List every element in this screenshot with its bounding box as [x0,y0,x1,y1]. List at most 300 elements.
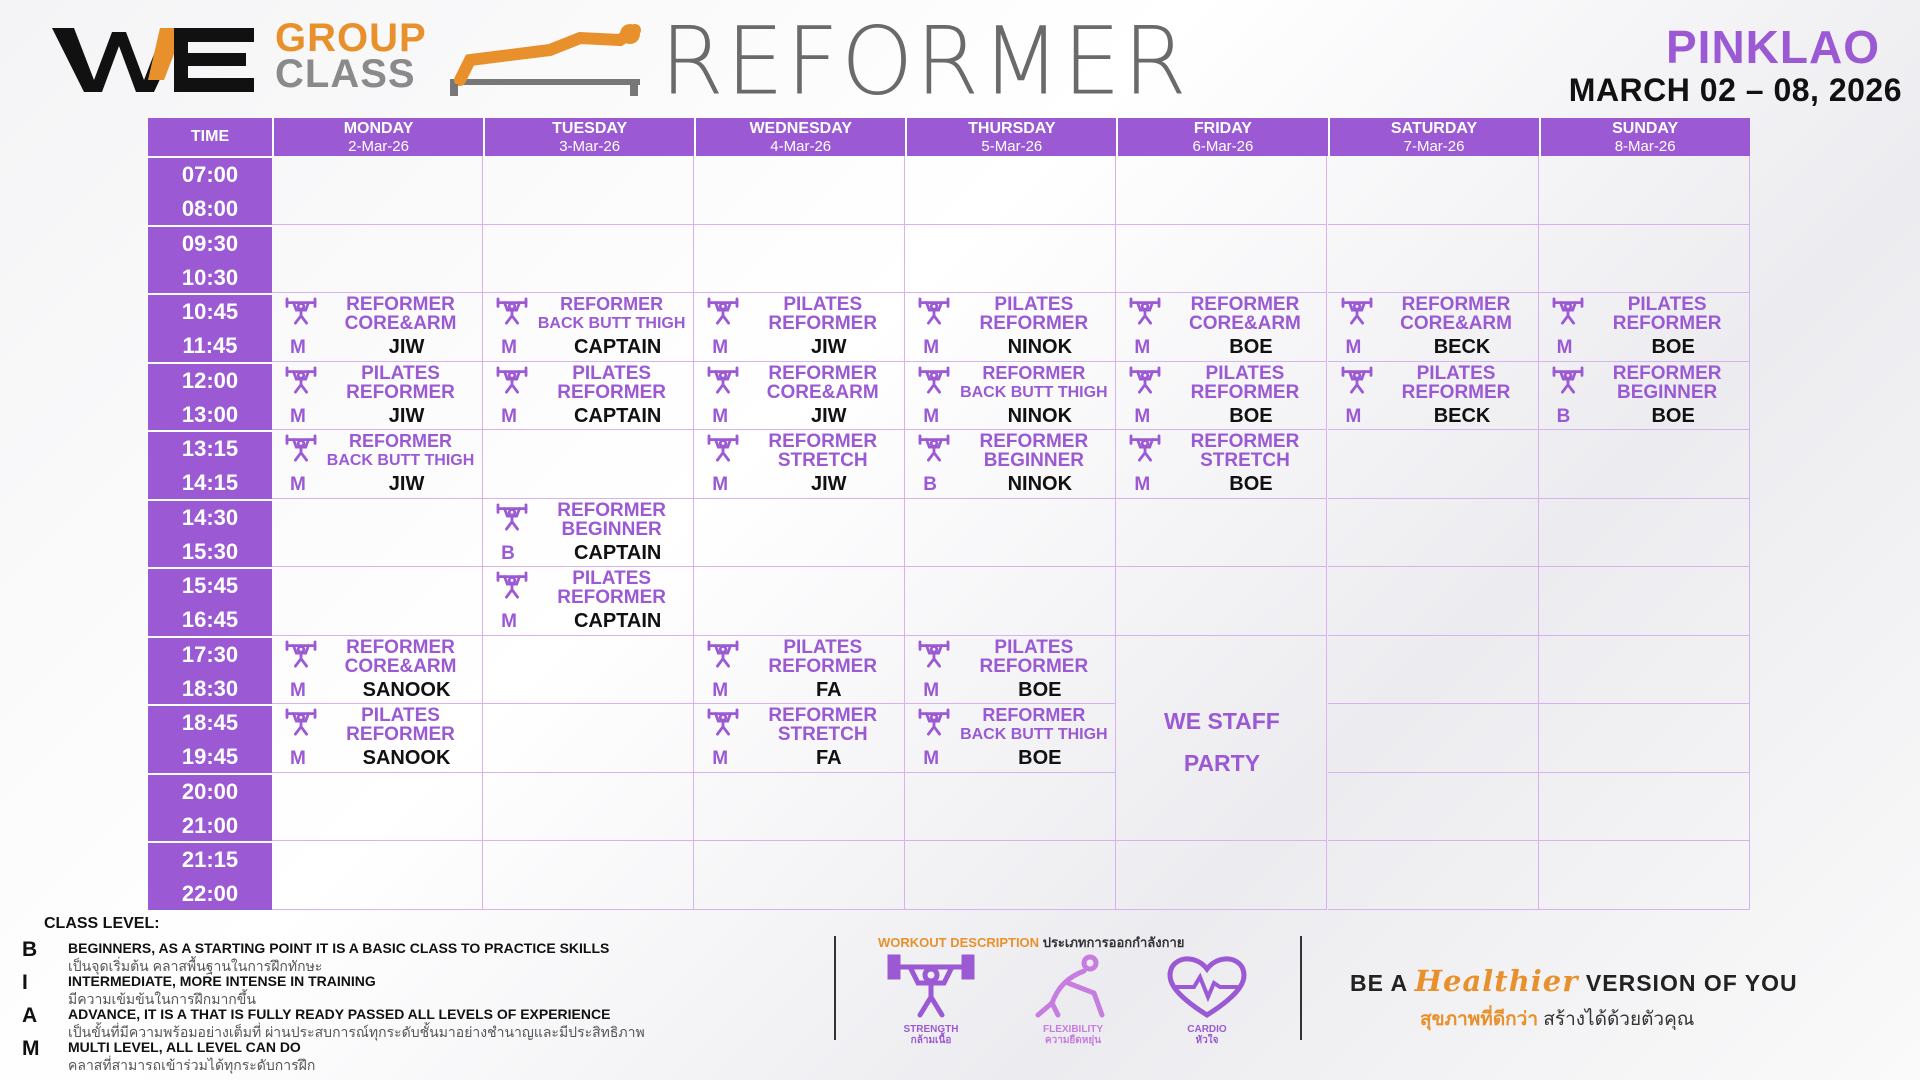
schedule-cell [1328,567,1539,636]
time-slot [148,841,272,910]
strength-icon [917,708,953,738]
class-name-line1: PILATES [1627,294,1707,315]
time-slot [148,499,272,568]
class-block[interactable] [1116,364,1327,429]
time-start: 13:15 [181,436,239,461]
time-end: 15:30 [181,538,239,564]
level-description-thai: เป็นขั้นที่มีความพร้อมอย่างเต็มที่ ผ่านประสบการณ์ทุกระดับชั้นมาอย่างชำนาญและมีประสิทธิภาพ [68,1024,645,1040]
level-letter: A [22,1004,38,1027]
day-date: 5-Mar-26 [981,138,1043,155]
schedule-cell [1116,499,1327,568]
schedule-cell [905,225,1116,294]
instructor-name: BOE [1229,473,1273,495]
class-name-line2: STRETCH [1200,450,1290,471]
class-level: M [501,611,517,632]
staff-party-event [1116,700,1327,784]
time-start: 07:00 [181,162,239,187]
strength-icon [495,297,531,327]
time-start: 17:30 [181,641,239,667]
time-end: 10:30 [181,264,239,290]
time-end: 16:45 [181,607,239,632]
class-block[interactable] [272,432,483,497]
class-name [1164,364,1325,402]
time-end: 22:00 [181,881,239,906]
schedule-cell [1539,773,1750,842]
schedule-cell [272,567,483,636]
class-block[interactable] [483,364,694,429]
day-header-sunday [1539,118,1750,156]
class-name [742,432,903,470]
schedule-cell [1328,636,1539,705]
class-level: M [712,405,729,427]
time-slot [148,156,272,225]
slogan-thai: สุขภาพที่ดีกว่า สร้างได้ด้วยตัวคุณ [1420,1009,1695,1030]
class-block[interactable] [905,706,1116,771]
time-start: 12:00 [181,367,239,393]
divider [834,936,836,1040]
day-date: 2-Mar-26 [348,138,409,155]
instructor-name: JIW [388,473,425,495]
time-end: 13:00 [181,401,239,427]
class-name [1376,364,1537,402]
time-end: 21:00 [181,812,239,838]
class-name-line1: REFORMER [557,499,666,521]
class-name [953,638,1114,676]
time-start: 21:15 [181,847,239,872]
level-description: BEGINNERS, AS A STARTING POINT IT IS A BASIC CLASS TO PRACTICE SKILLS [68,940,610,956]
class-name-line2: BACK BUTT THIGH [537,315,686,332]
class-name-line2: REFORMER [1401,381,1511,403]
schedule-cell [694,225,905,294]
class-name-line2: CORE&ARM [1188,313,1301,334]
day-name: SATURDAY [1390,120,1478,137]
event-line1: WE STAFF [1164,707,1280,734]
class-level: M [923,748,940,769]
strength-icon [917,640,953,670]
class-name-line1: REFORMER [982,362,1086,383]
schedule-cell [905,499,1116,568]
class-name [953,432,1114,470]
schedule-cell [905,841,1116,910]
workout-label-th: หัวใจ [1195,1035,1219,1046]
class-name-line2: BACK BUTT THIGH [960,383,1108,401]
schedule-cell [483,636,694,705]
schedule-cell [1539,156,1750,225]
class-name-line2: REFORMER [1190,381,1300,403]
class-name-line2: CORE&ARM [344,313,457,334]
level-letter: I [22,971,28,994]
class-name-line2: REFORMER [557,381,666,403]
class-name-line1: PILATES [994,294,1074,315]
strength-icon [886,953,976,1019]
time-end: 11:45 [182,333,238,358]
class-name-line2: BACK BUTT THIGH [326,452,475,469]
day-header-saturday [1328,118,1539,156]
time-end: 19:45 [181,744,239,769]
day-date: 8-Mar-26 [1614,138,1676,155]
workout-label-th: กล้ามเนื้อ [910,1035,952,1046]
class-level: M [1134,474,1151,495]
class-name-line1: REFORMER [979,431,1089,452]
class-block[interactable] [1539,295,1750,360]
level-description: MULTI LEVEL, ALL LEVEL CAN DO [68,1039,301,1055]
strength-icon [1551,297,1587,327]
strength-icon [1128,366,1164,396]
class-level: M [290,748,306,769]
class-name-line1: REFORMER [346,636,455,658]
class-level: M [712,474,729,495]
instructor-name: BOE [1018,747,1062,769]
schedule-cell [272,499,483,568]
class-block[interactable] [905,295,1116,360]
strength-icon [917,366,953,396]
class-block[interactable] [272,638,483,703]
level-description-thai: มีความเข้มข้นในการฝึกมากขึ้น [68,991,256,1007]
schedule-cell [1116,225,1327,294]
schedule-cell [694,773,905,842]
day-date: 6-Mar-26 [1192,138,1254,155]
class-block[interactable] [1116,432,1327,497]
class-name-line2: REFORMER [1612,313,1722,334]
class-name-line1: REFORMER [982,705,1086,725]
instructor-name: BOE [1018,678,1062,701]
strength-icon [1551,366,1587,396]
time-end: 14:15 [181,470,239,495]
class-name [320,295,481,333]
class-block[interactable] [694,295,905,360]
event-line2: PARTY [1183,749,1261,776]
class-level: M [712,679,729,701]
schedule-cell [1328,499,1539,568]
class-block[interactable] [694,638,905,703]
schedule-cell [483,156,694,225]
class-level: M [501,405,517,427]
schedule-cell [1116,156,1327,225]
instructor-name: CAPTAIN [573,404,662,427]
time-header: TIME [190,128,230,145]
schedule-cell [272,773,483,842]
class-name [531,364,692,402]
instructor-name: NINOK [1007,473,1073,495]
class-name [320,706,481,744]
class-level: B [501,542,515,564]
schedule-cell [483,841,694,910]
class-name [1376,295,1537,333]
class-name [742,364,903,402]
class-block[interactable] [483,295,694,360]
instructor-name: BECK [1433,404,1491,427]
class-name-line1: REFORMER [1612,362,1722,384]
day-name: WEDNESDAY [749,120,852,137]
time-slot [148,636,272,705]
strength-icon [284,640,320,670]
day-header-wednesday [694,118,905,156]
schedule-cell [1539,636,1750,705]
class-level: M [290,405,306,427]
instructor-name: SANOOK [362,747,451,769]
class-name-line1: PILATES [572,362,652,384]
instructor-name: SANOOK [362,678,451,701]
strength-icon [495,503,531,533]
strength-icon [495,571,531,601]
strength-icon [284,708,320,738]
class-name-line2: REFORMER [346,381,455,403]
time-slot [148,225,272,294]
class-block[interactable] [905,432,1116,497]
class-name-line2: STRETCH [777,724,868,745]
class-block[interactable] [905,364,1116,429]
strength-icon [706,366,742,396]
class-name-line1: REFORMER [1401,294,1511,315]
class-block[interactable] [1116,295,1327,360]
time-slot [148,704,272,773]
class-level: M [923,337,940,358]
schedule-cell [1328,225,1539,294]
instructor-name: BOE [1229,336,1273,358]
class-name [953,295,1114,333]
class-level: B [923,474,938,495]
time-slot [148,567,272,636]
slogan: BE A Healthier VERSION OF YOU [1350,964,1798,998]
class-name [1587,364,1748,402]
class-name-line2: BACK BUTT THIGH [960,726,1108,743]
class-block[interactable] [694,364,905,429]
instructor-name: BOE [1651,404,1695,427]
class-level: B [1556,405,1571,427]
class-level: M [501,337,517,358]
flexibility-label [1018,1024,1128,1046]
schedule-cell [905,773,1116,842]
instructor-name: CAPTAIN [573,336,662,358]
class-name [531,295,692,333]
schedule-cell [1539,567,1750,636]
day-name: TUESDAY [552,120,628,137]
class-name [742,295,903,333]
day-date: 3-Mar-26 [559,138,621,155]
reformer-machine-icon [430,20,655,100]
class-name [531,569,692,607]
workout-label-th: ความยืดหยุ่น [1044,1035,1102,1046]
class-name [742,638,903,676]
class-name-line2: CORE&ARM [766,381,879,403]
instructor-name: BOE [1651,336,1695,358]
instructor-name: JIW [810,404,847,427]
class-level: M [290,337,306,358]
class-level: M [1556,337,1573,358]
class-name [953,364,1114,402]
strength-icon [917,434,953,464]
level-letter: B [22,938,38,961]
week-range: MARCH 02 – 08, 2026 [1568,72,1902,108]
class-name-line1: PILATES [1205,362,1285,384]
class-block[interactable] [272,706,483,771]
class-block[interactable] [694,706,905,771]
strength-icon [706,708,742,738]
schedule-cell [1116,567,1327,636]
time-start: 09:30 [181,230,239,256]
schedule-cell [694,841,905,910]
class-level-title: CLASS LEVEL: [44,915,160,932]
day-header-thursday [905,118,1116,156]
strength-icon [706,434,742,464]
schedule-cell [694,156,905,225]
class-name-line1: REFORMER [1190,431,1300,452]
class-block[interactable] [483,569,694,634]
class-name-line2: REFORMER [768,655,878,677]
strength-icon [1128,434,1164,464]
class-name-line1: REFORMER [560,294,664,314]
class-block[interactable] [1539,364,1750,429]
day-name: MONDAY [343,120,414,137]
class-level: M [1134,405,1151,427]
instructor-name: JIW [810,336,847,358]
day-name: THURSDAY [968,120,1056,137]
class-name-line2: CORE&ARM [344,655,457,677]
class-name [320,638,481,676]
time-start: 18:45 [181,710,239,735]
instructor-name: CAPTAIN [573,541,662,564]
level-letter: M [22,1037,40,1060]
workout-label-en: FLEXIBILITY [1043,1024,1103,1035]
time-end: 18:30 [181,675,239,701]
class-name [531,501,692,539]
class-level: M [712,748,729,769]
class-level: M [923,679,940,701]
class-level: M [290,474,306,495]
class-block[interactable] [905,638,1116,703]
schedule-cell [1328,156,1539,225]
class-block[interactable] [483,501,694,566]
strength-icon [1340,297,1376,327]
level-description-thai: เป็นจุดเริ่มต้น คลาสพื้นฐานในการฝึกทักษะ [68,958,323,974]
strength-icon [284,434,320,464]
schedule-cell [1539,499,1750,568]
instructor-name: BOE [1229,404,1273,427]
level-description-thai: คลาสที่สามารถเข้าร่วมได้ทุกระดับการฝึก [68,1057,316,1073]
schedule-cell [483,225,694,294]
schedule-cell [272,225,483,294]
class-name-line2: BEGINNER [561,518,662,540]
time-start: 20:00 [181,778,239,804]
time-column [148,156,272,910]
class-name-line1: REFORMER [768,362,878,384]
class-block[interactable] [1328,295,1539,360]
day-header-tuesday [483,118,694,156]
time-slot [148,430,272,499]
instructor-name: JIW [388,404,425,427]
instructor-name: NINOK [1007,404,1073,427]
schedule-cell [1328,704,1539,773]
schedule-cell [1328,430,1539,499]
flexibility-icon [1028,953,1118,1019]
class-name [953,706,1114,744]
class-name-line1: PILATES [572,568,652,589]
class-name [742,706,903,744]
schedule-cell [483,773,694,842]
class-name-line1: REFORMER [768,431,878,452]
schedule-cell [694,567,905,636]
schedule-cell [1539,704,1750,773]
instructor-name: JIW [388,336,425,358]
strength-icon [284,297,320,327]
class-level: M [923,405,940,427]
schedule-cell [483,430,694,499]
schedule-cell [483,704,694,773]
class-block[interactable] [694,432,905,497]
level-description: INTERMEDIATE, MORE INTENSE IN TRAINING [68,973,376,989]
schedule-cell [272,156,483,225]
class-name-line2: BEGINNER [983,450,1084,471]
class-block[interactable] [1328,364,1539,429]
class-name-line1: REFORMER [768,705,878,726]
class-level: M [712,337,729,358]
strength-icon [1128,297,1164,327]
class-name-line1: REFORMER [346,294,455,315]
class-name [1587,295,1748,333]
class-level: M [1345,405,1362,427]
we-logo [52,22,257,94]
schedule-cell [905,567,1116,636]
class-name-line1: REFORMER [1190,294,1300,315]
class-name-line2: CORE&ARM [1400,313,1512,334]
strength-icon [495,366,531,396]
time-start: 15:45 [181,573,239,598]
schedule-cell [905,156,1116,225]
schedule-cell [694,499,905,568]
schedule-cell [272,841,483,910]
time-slot [148,362,272,431]
workout-label-en: CARDIO [1187,1024,1227,1035]
class-name-line2: REFORMER [979,313,1089,334]
level-description: ADVANCE, IT IS A THAT IS FULLY READY PASSED ALL LEVELS OF EXPERIENCE [68,1006,611,1022]
schedule-cell [1539,430,1750,499]
workout-label-en: STRENGTH [903,1024,959,1035]
class-name-line1: PILATES [361,705,440,726]
class-block[interactable] [272,295,483,360]
class-name-line1: PILATES [783,636,863,658]
strength-icon [1340,366,1376,396]
strength-icon [917,297,953,327]
class-name [320,364,481,402]
time-slot [148,293,272,362]
class-name-line1: PILATES [361,362,440,384]
class-name-line2: REFORMER [557,587,666,608]
day-date: 4-Mar-26 [770,138,832,155]
branch-name: PINKLAO [1666,21,1880,73]
time-slot [148,773,272,842]
instructor-name: JIW [810,473,847,495]
class-name-line1: PILATES [783,294,863,315]
class-name-line1: PILATES [994,636,1074,658]
class-level: M [290,679,306,701]
instructor-name: NINOK [1007,336,1073,358]
schedule-cell [1328,773,1539,842]
strength-icon [706,297,742,327]
instructor-name: CAPTAIN [573,610,662,632]
class-name-line1: REFORMER [349,431,453,451]
class-block[interactable] [272,364,483,429]
day-name: SUNDAY [1612,120,1679,137]
class-name-line2: REFORMER [346,724,455,745]
day-header-friday [1116,118,1327,156]
group-class-title: GROUP CLASS [275,16,427,96]
class-name-line2: STRETCH [777,450,868,471]
instructor-name: FA [815,678,842,701]
instructor-name: FA [815,747,842,769]
class-name-line1: PILATES [1416,362,1496,384]
schedule-cell [1539,225,1750,294]
cardio-label [1152,1024,1262,1046]
